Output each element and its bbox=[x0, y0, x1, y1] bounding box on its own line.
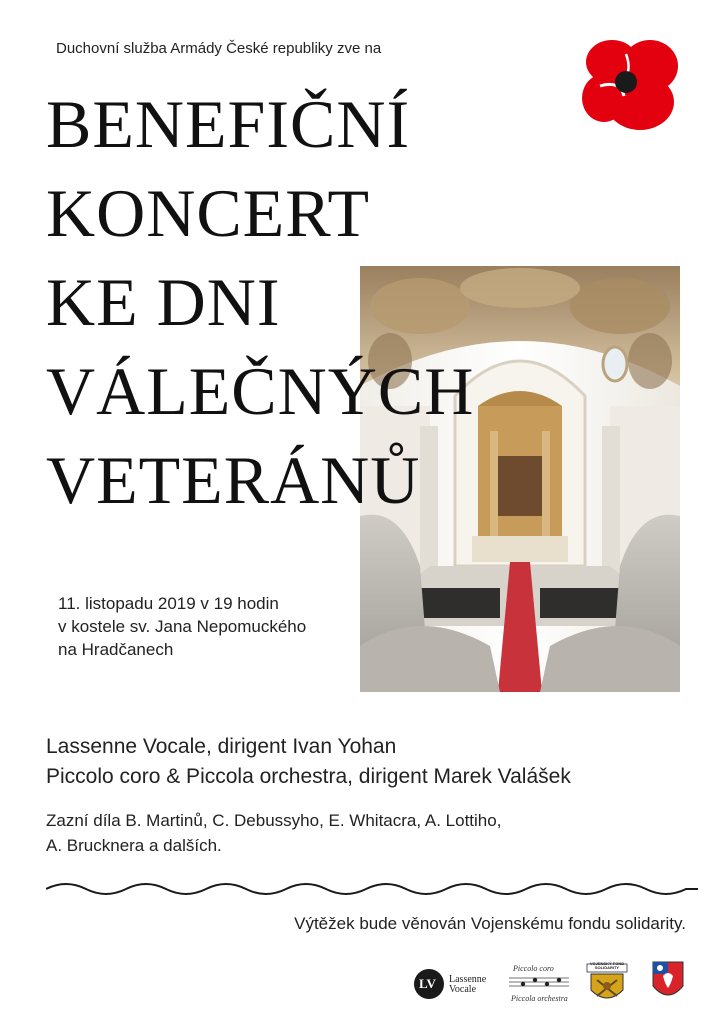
military-fund-emblem bbox=[585, 958, 629, 1008]
performer-line-2: Piccolo coro & Piccola orchestra, dirigent Marek Valášek bbox=[46, 765, 571, 788]
performer-line-1: Lassenne Vocale, dirigent Ivan Yohan bbox=[46, 735, 397, 758]
music-staff-icon bbox=[509, 974, 569, 992]
coat-of-arms-emblem bbox=[651, 958, 687, 1008]
program-line-2: A. Brucknera a dalších. bbox=[46, 836, 222, 855]
concert-title bbox=[46, 80, 474, 525]
piccolo-coro-logo bbox=[507, 958, 575, 1008]
program-text bbox=[46, 808, 501, 858]
title-line-2: KONCERT bbox=[46, 175, 371, 251]
event-location: na Hradčanech bbox=[58, 640, 174, 659]
performers-list bbox=[46, 732, 571, 792]
lassenne-line-1: Lassenne bbox=[449, 974, 487, 985]
title-line-1: BENEFIČNÍ bbox=[46, 86, 411, 162]
lassenne-text bbox=[449, 975, 486, 995]
lassenne-line-2: Vocale bbox=[449, 984, 477, 995]
poppy-flower-icon bbox=[580, 36, 680, 132]
wave-divider bbox=[46, 874, 698, 904]
coat-of-arms-icon bbox=[651, 960, 685, 1004]
invitation-line: Duchovní služba Armády České republiky zve na bbox=[56, 40, 382, 57]
event-date-time: 11. listopadu 2019 v 19 hodin bbox=[58, 594, 279, 613]
program-line-1: Zazní díla B. Martinů, C. Debussyho, E. Whitacra, A. Lottiho, bbox=[46, 811, 502, 830]
event-details bbox=[58, 592, 306, 661]
title-line-5: VETERÁNŮ bbox=[46, 442, 421, 518]
event-venue: v kostele sv. Jana Nepomuckého bbox=[58, 617, 307, 636]
piccolo-line-2: Piccola orchestra bbox=[511, 994, 568, 1003]
lassenne-mark-text: LV bbox=[419, 976, 436, 991]
title-line-3: KE DNI bbox=[46, 264, 281, 340]
title-line-4: VÁLEČNÝCH bbox=[46, 353, 475, 429]
fund-label: VOJENSKÝ FOND SOLIDARITY bbox=[589, 961, 625, 970]
partner-logos bbox=[405, 958, 705, 1008]
proceeds-note: Výtěžek bude věnován Vojenskému fondu solidarity. bbox=[294, 914, 686, 933]
lassenne-vocale-logo bbox=[413, 958, 493, 1008]
piccolo-line-1: Piccolo coro bbox=[513, 964, 554, 973]
